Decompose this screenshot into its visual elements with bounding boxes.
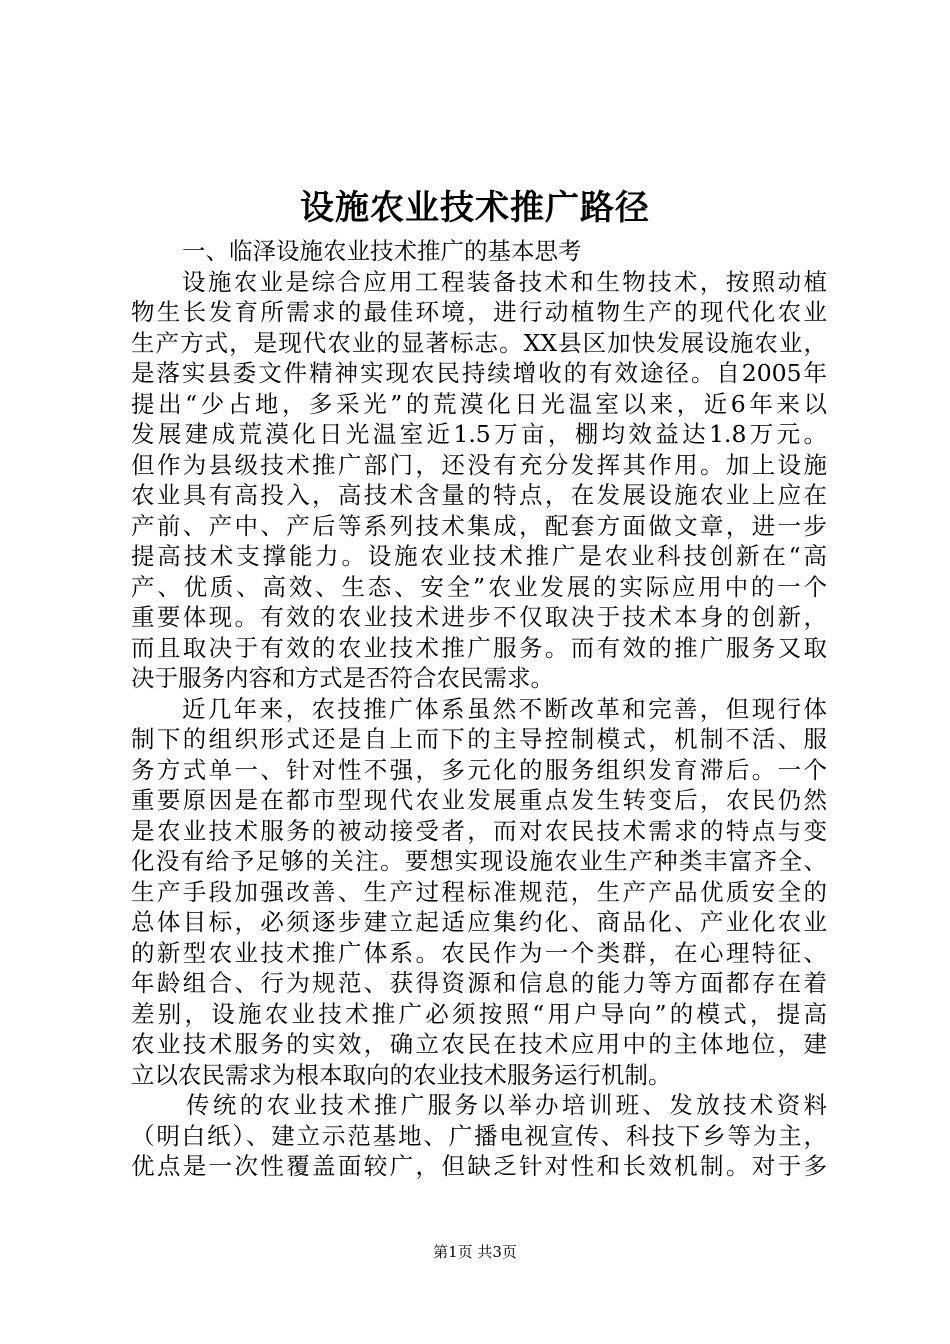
paragraph-line: 物生长发育所需求的最佳环境，进行动植物生产的现代化农业 xyxy=(131,298,827,326)
paragraph-line: 而且取决于有效的农业技术推广服务。而有效的推广服务又取 xyxy=(131,633,827,662)
paragraph-line: 立以农民需求为根本取向的农业技术服务运行机制。 xyxy=(131,1060,672,1089)
paragraph-line: 提出“少占地，多采光”的荒漠化日光温室以来，近6年来以 xyxy=(131,389,827,418)
paragraph-line: 传统的农业技术推广服务以举办培训班、发放技术资料 xyxy=(186,1091,827,1119)
paragraph-line: 制下的组织形式还是自上而下的主导控制模式，机制不活、服 xyxy=(131,725,827,753)
paragraph-line: 产前、产中、产后等系列技术集成，配套方面做文章，进一步 xyxy=(131,511,827,540)
paragraph-line: 设施农业是综合应用工程装备技术和生物技术，按照动植 xyxy=(182,267,827,296)
paragraph-line: 重要体现。有效的农业技术进步不仅取决于技术本身的创新， xyxy=(131,603,827,631)
paragraph-line: 但作为县级技术推广部门，还没有充分发挥其作用。加上设施 xyxy=(131,450,827,479)
paragraph-line: 生产方式，是现代农业的显著标志。XX县区加快发展设施农业， xyxy=(131,328,827,357)
document-title: 设施农业技术推广路径 xyxy=(300,188,650,228)
paragraph-line: 发展建成荒漠化日光温室近1.5万亩，棚均效益达1.8万元。 xyxy=(131,420,827,448)
paragraph-line: 差别，设施农业技术推广必须按照“用户导向”的模式，提高 xyxy=(131,999,827,1028)
paragraph-line: 总体目标，必须逐步建立起适应集约化、商品化、产业化农业 xyxy=(131,908,827,936)
paragraph-line: 年龄组合、行为规范、获得资源和信息的能力等方面都存在着 xyxy=(131,969,827,997)
section-heading: 一、临泽设施农业技术推广的基本思考 xyxy=(182,237,582,265)
paragraph-line: 是落实县委文件精神实现农民持续增收的有效途径。自2005年 xyxy=(131,359,827,387)
paragraph-line: 重要原因是在都市型现代农业发展重点发生转变后，农民仍然 xyxy=(131,786,827,814)
paragraph-line: 提高技术支撑能力。设施农业技术推广是农业科技创新在“高 xyxy=(131,542,827,570)
paragraph-line: 化没有给予足够的关注。要想实现设施农业生产种类丰富齐全、 xyxy=(131,847,827,875)
document-body xyxy=(131,236,827,1182)
paragraph-line: 农业具有高投入，高技术含量的特点，在发展设施农业上应在 xyxy=(131,481,827,509)
paragraph-line: 务方式单一、针对性不强，多元化的服务组织发育滞后。一个 xyxy=(131,755,827,784)
paragraph-line: 的新型农业技术推广体系。农民作为一个类群，在心理特征、 xyxy=(131,938,827,967)
paragraph-line: 优点是一次性覆盖面较广，但缺乏针对性和长效机制。对于多 xyxy=(131,1152,827,1180)
paragraph-line: 农业技术服务的实效，确立农民在技术应用中的主体地位，建 xyxy=(131,1030,827,1058)
paragraph-line: 决于服务内容和方式是否符合农民需求。 xyxy=(131,664,554,692)
paragraph-line: 产、优质、高效、生态、安全”农业发展的实际应用中的一个 xyxy=(131,572,827,601)
paragraph-line: 生产手段加强改善、生产过程标准规范，生产产品优质安全的 xyxy=(131,877,827,906)
page-footer: 第1页 共3页 xyxy=(433,1243,517,1261)
paragraph-line: 是农业技术服务的被动接受者，而对农民技术需求的特点与变 xyxy=(131,816,827,845)
paragraph-line: 近几年来，农技推广体系虽然不断改革和完善，但现行体 xyxy=(182,694,827,723)
paragraph-line: （明白纸）、建立示范基地、广播电视宣传、科技下乡等为主， xyxy=(131,1121,827,1150)
